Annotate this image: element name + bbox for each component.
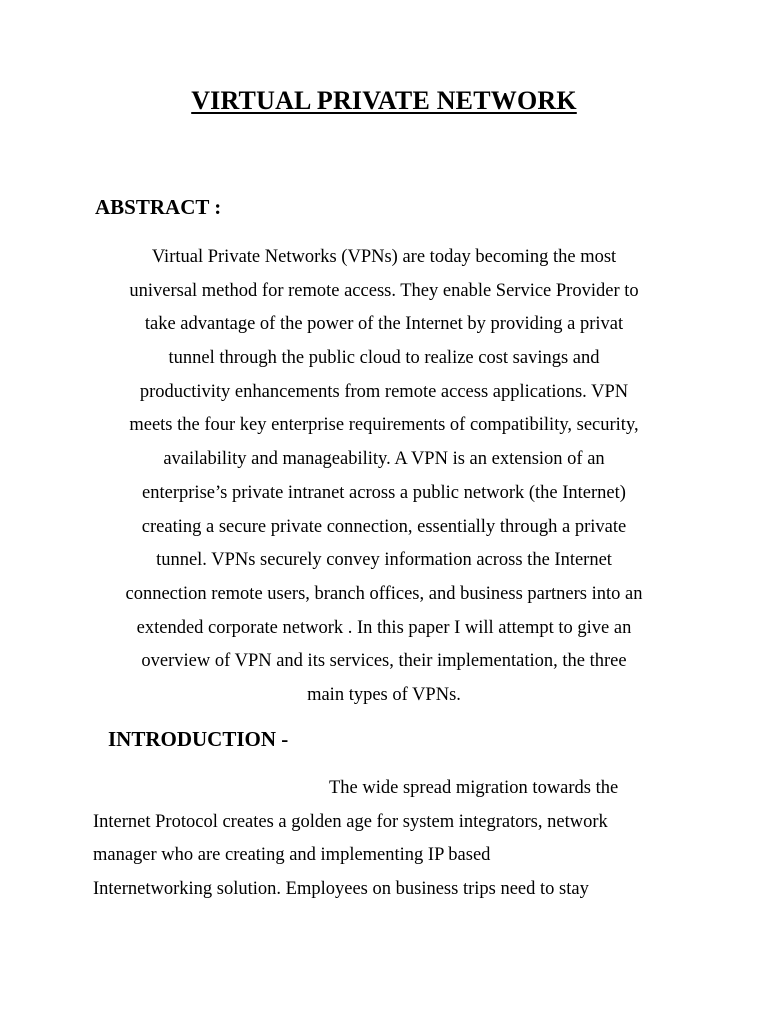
- introduction-line: Internet Protocol creates a golden age for system integrators, network: [93, 811, 608, 832]
- document-title: VIRTUAL PRIVATE NETWORK: [191, 86, 577, 115]
- abstract-heading: ABSTRACT :: [95, 195, 222, 219]
- abstract-line: productivity enhancements from remote access applications. VPN: [139, 381, 629, 402]
- abstract-line: creating a secure private connection, essentially through a private: [141, 516, 627, 537]
- abstract-line: Virtual Private Networks (VPNs) are today becoming the most: [151, 247, 617, 267]
- introduction-heading: INTRODUCTION -: [108, 727, 289, 751]
- introduction-paragraph: [93, 772, 673, 906]
- abstract-line: take advantage of the power of the Internet by providing a privat: [144, 314, 624, 335]
- introduction-line: The wide spread migration towards the: [329, 778, 619, 798]
- abstract-line: connection remote users, branch offices, and business partners into an: [125, 583, 643, 604]
- abstract-line: meets the four key enterprise requirements of compatibility, security,: [129, 415, 639, 436]
- abstract-line: availability and manageability. A VPN is an extension of an: [163, 449, 605, 470]
- abstract-line: enterprise’s private intranet across a public network (the Internet): [142, 482, 626, 503]
- abstract-paragraph: [88, 241, 680, 713]
- introduction-line: manager who are creating and implementing IP based: [93, 845, 491, 865]
- abstract-line: universal method for remote access. They enable Service Provider to: [129, 280, 639, 301]
- abstract-line: tunnel. VPNs securely convey information across the Internet: [156, 550, 612, 571]
- introduction-line: Internetworking solution. Employees on business trips need to stay: [93, 878, 589, 899]
- abstract-line: extended corporate network . In this paper I will attempt to give an: [136, 617, 632, 638]
- abstract-line: overview of VPN and its services, their implementation, the three: [141, 651, 627, 672]
- abstract-line: tunnel through the public cloud to realize cost savings and: [168, 348, 600, 369]
- abstract-line: main types of VPNs.: [307, 684, 461, 705]
